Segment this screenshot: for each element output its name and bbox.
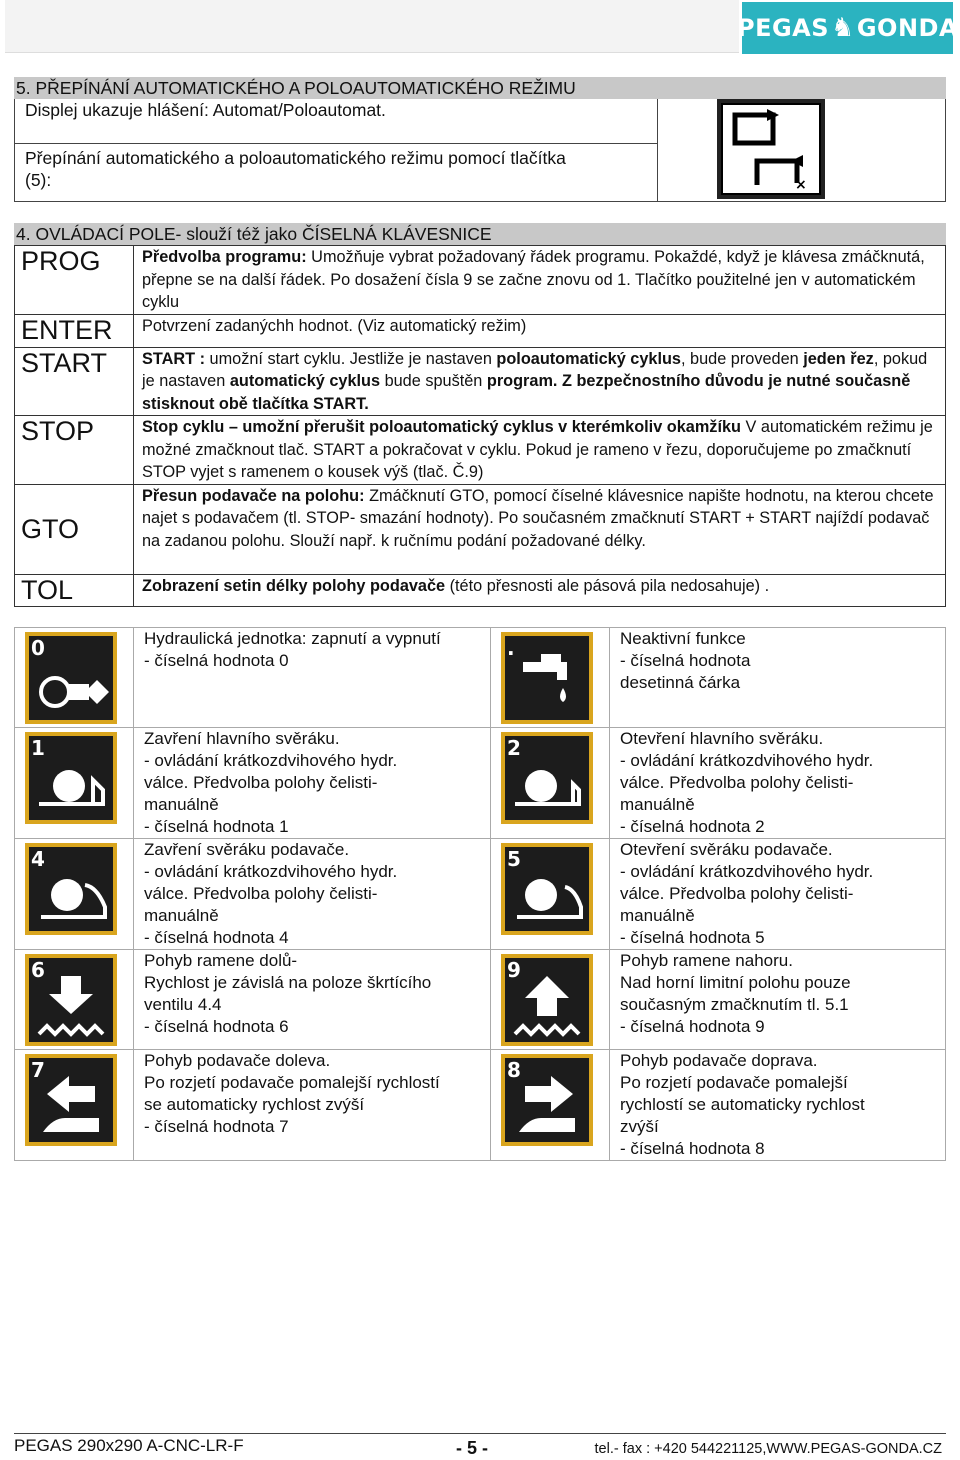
pegasus-icon: ♞ — [831, 13, 855, 43]
vise-open-icon: 2 — [501, 732, 593, 824]
key-name: START — [15, 347, 134, 416]
key-description: Potvrzení zadanýchh hodnot. (Viz automatický režim) — [134, 314, 946, 347]
table-row — [15, 839, 946, 950]
page-footer — [14, 1433, 946, 1458]
grid-icon-cell — [15, 1050, 134, 1161]
table-row — [15, 1050, 946, 1161]
key-description: Předvolba programu: Umožňuje vybrat požadovaný řádek programu. Pokaždé, když je klávesa zmáčknutá, přepne se na další řádek. Po dosažení čísla 9 se začne znovu od 1. Tlačítko použitelné jen v automatickém cyklu — [134, 246, 946, 315]
display-note: Displej ukazuje hlášení: Automat/Poloautomat. — [25, 100, 386, 120]
section-heading: 4. OVLÁDACÍ POLE- slouží též jako ČÍSELNÁ KLÁVESNICE — [14, 223, 946, 245]
grid-text-cell: Neaktivní funkce - číselná hodnota desetinná čárka — [610, 628, 946, 728]
section-control-panel — [14, 223, 946, 607]
table-row — [15, 314, 946, 347]
footer-model: PEGAS 290x290 A-CNC-LR-F — [14, 1436, 244, 1455]
grid-icon-cell — [15, 728, 134, 839]
faucet-icon: . — [501, 632, 593, 724]
key-name: PROG — [15, 246, 134, 315]
table-row — [15, 728, 946, 839]
section-heading: 5. PŘEPÍNÁNÍ AUTOMATICKÉHO A POLOAUTOMATICKÉHO REŽIMU — [14, 77, 946, 99]
grid-text-cell: Otevření svěráku podavače. - ovládání krátkozdvihového hydr. válce. Předvolba polohy čelisti- manuálně - číselná hodnota 5 — [610, 839, 946, 950]
key-name: ENTER — [15, 314, 134, 347]
table-row — [15, 950, 946, 1050]
svg-text:×: × — [795, 177, 807, 193]
arm-down-icon: 6 — [25, 954, 117, 1046]
vise-close-icon: 1 — [25, 732, 117, 824]
feeder-vise-close-icon: 4 — [25, 843, 117, 935]
grid-text-cell: Pohyb ramene dolů- Rychlost je závislá na poloze škrtícího ventilu 4.4 - číselná hodnota 6 — [134, 950, 491, 1050]
grid-text-cell: Zavření hlavního svěráku. - ovládání krátkozdvihového hydr. válce. Předvolba polohy čelisti- manuálně - číselná hodnota 1 — [134, 728, 491, 839]
key-description: START : umožní start cyklu. Jestliže je nastaven poloautomatický cyklus, bude proveden jeden řez, pokud je nastaven automatický cyklus bude spuštěn program. Z bezpečnostního důvodu je nutné současně stisknout obě tlačítka START. — [134, 347, 946, 416]
header-bar — [5, 0, 739, 53]
mode-switch-note: Přepínání automatického a poloautomatického režimu pomocí tlačítka (5): — [25, 148, 566, 190]
key-name: STOP — [15, 416, 134, 485]
grid-icon-cell — [491, 728, 610, 839]
section-mode-switch — [14, 77, 946, 202]
table-row — [15, 246, 946, 315]
key-description: Přesun podavače na polohu: Zmáčknutí GTO, pomocí číselné klávesnice napište hodnotu, na kterou chcete najet s podavačem (tl. STOP- smazání hodnoty). Po současném zmačknutí START + START najíždí podavač na zadanou polohu. Slouží např. k ručnímu podání požadované délky. — [134, 484, 946, 574]
grid-text-cell: Pohyb podavače doleva. Po rozjetí podavače pomalejší rychlostí se automaticky rychlost zvýší - číselná hodnota 7 — [134, 1050, 491, 1161]
arm-up-icon: 9 — [501, 954, 593, 1046]
grid-text-cell: Zavření svěráku podavače. - ovládání krátkozdvihového hydr. válce. Předvolba polohy čelisti- manuálně - číselná hodnota 4 — [134, 839, 491, 950]
grid-icon-cell — [15, 839, 134, 950]
grid-icon-cell — [491, 950, 610, 1050]
grid-icon-cell — [15, 628, 134, 728]
key-name: GTO — [15, 484, 134, 574]
table-row — [15, 574, 946, 606]
key-name: TOL — [15, 574, 134, 606]
mode-switch-icon — [717, 99, 825, 199]
key-description: Stop cyklu – umožní přerušit poloautomatický cyklus v kterémkoliv okamžíku V automatickém režimu je možné zmačknout tlač. START a pokračovat v cyklu. Pokud je rameno v řezu, doporučujeme po zmačknutí STOP vyjet s ramenem o kousek výš (tlač. Č.9) — [134, 416, 946, 485]
divider — [15, 143, 657, 144]
button-grid — [14, 627, 946, 1161]
table-row — [15, 628, 946, 728]
table-row — [15, 416, 946, 485]
page-number: - 5 - — [456, 1438, 489, 1458]
logo-text-2: GONDA — [856, 14, 959, 42]
grid-text-cell: Pohyb ramene nahoru. Nad horní limitní polohu pouze současným zmačknutím tl. 5.1 - číselná hodnota 9 — [610, 950, 946, 1050]
brand-logo — [736, 2, 959, 54]
table-row — [15, 347, 946, 416]
grid-text-cell: Otevření hlavního svěráku. - ovládání krátkozdvihového hydr. válce. Předvolba polohy čelisti- manuálně - číselná hodnota 2 — [610, 728, 946, 839]
grid-text-cell: Pohyb podavače doprava. Po rozjetí podavače pomalejší rychlostí se automaticky rychlost zvýší - číselná hodnota 8 — [610, 1050, 946, 1161]
grid-icon-cell — [491, 1050, 610, 1161]
logo-text: PEGAS — [736, 14, 830, 42]
grid-icon-cell — [491, 628, 610, 728]
hydraulic-unit-icon: 0 — [25, 632, 117, 724]
feeder-right-icon: 8 — [501, 1054, 593, 1146]
table-row — [15, 484, 946, 574]
feeder-vise-open-icon: 5 — [501, 843, 593, 935]
grid-icon-cell — [15, 950, 134, 1050]
feeder-left-icon: 7 — [25, 1054, 117, 1146]
grid-icon-cell — [491, 839, 610, 950]
grid-text-cell: Hydraulická jednotka: zapnutí a vypnutí - číselná hodnota 0 — [134, 628, 491, 728]
key-description: Zobrazení setin délky polohy podavače (této přesnosti ale pásová pila nedosahuje) . — [134, 574, 946, 606]
footer-contact: tel.- fax : +420 544221125,WWW.PEGAS-GONDA.CZ — [594, 1441, 942, 1457]
key-table — [14, 245, 946, 607]
